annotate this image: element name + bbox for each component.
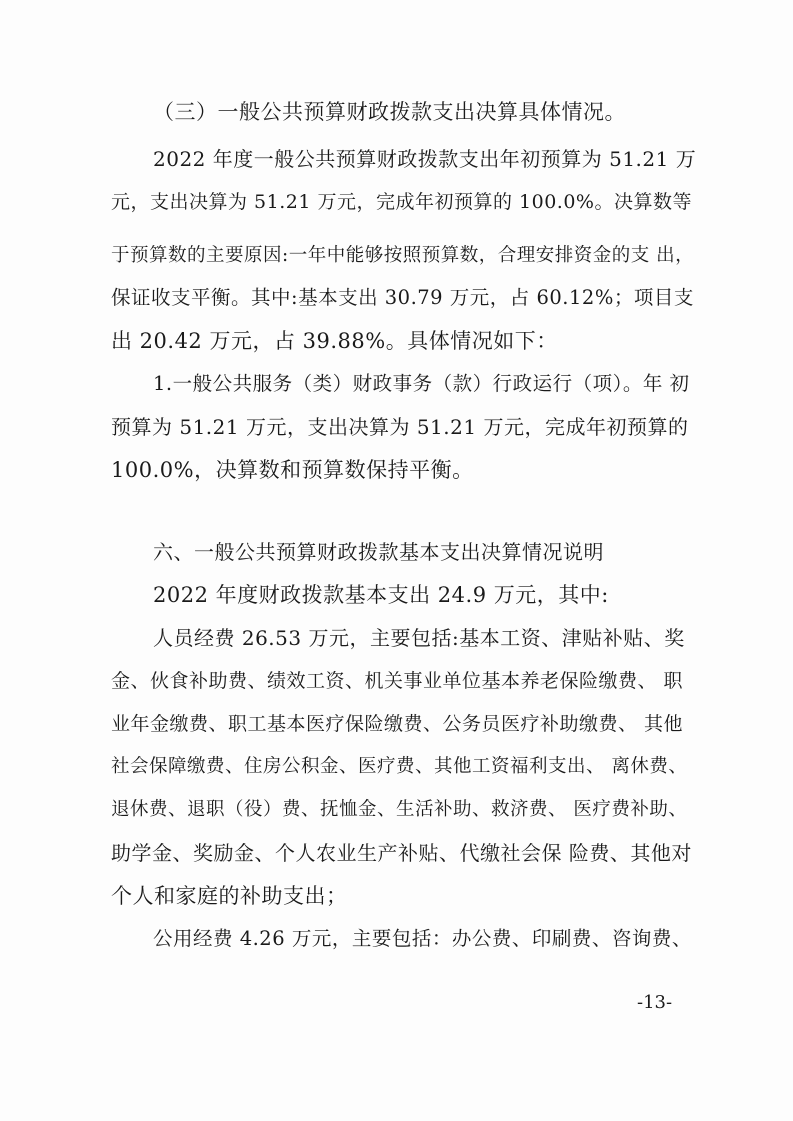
body-line: 出 20.42 万元，占 39.88%。具体情况如下：: [111, 329, 558, 353]
body-line: 于预算数的主要原因:一年中能够按照预算数，合理安排资金的支 出，: [111, 245, 695, 266]
item-line: 100.0%，决算数和预算数保持平衡。: [111, 458, 474, 482]
personnel-line: 人员经费 26.53 万元，主要包括:基本工资、津贴补贴、奖: [153, 626, 685, 650]
public-funds-line: 公用经费 4.26 万元，主要包括：办公费、印刷费、咨询费、: [153, 927, 692, 950]
personnel-line: 个人和家庭的补助支出；: [111, 884, 348, 908]
section-3-heading: （三）一般公共预算财政拨款支出决算具体情况。: [153, 100, 626, 124]
personnel-line: 助学金、奖励金、个人农业生产补贴、代缴社会保 险费、其他对: [111, 841, 692, 865]
personnel-line: 业年金缴费、职工基本医疗保险缴费、公务员医疗补助缴费、 其他: [111, 713, 684, 735]
personnel-line: 退休费、退职（役）费、抚恤金、生活补助、救济费、 医疗费补助、: [111, 799, 688, 820]
body-line: 保证收支平衡。其中:基本支出 30.79 万元，占 60.12%；项目支: [111, 286, 694, 309]
page-number: -13-: [637, 992, 673, 1013]
item-line: 预算为 51.21 万元，支出决算为 51.21 万元，完成年初预算的: [111, 415, 689, 439]
personnel-line: 金、伙食补助费、绩效工资、机关事业单位基本养老保险缴费、 职: [111, 670, 684, 692]
body-line: 2022 年度一般公共预算财政拨款支出年初预算为 51.21 万: [153, 147, 697, 171]
section-6-intro: 2022 年度财政拨款基本支出 24.9 万元，其中:: [153, 583, 609, 607]
item-line: 1.一般公共服务（类）财政事务（款）行政运行（项）。年 初: [153, 372, 690, 395]
section-6-heading: 六、一般公共预算财政拨款基本支出决算情况说明: [153, 540, 604, 564]
personnel-line: 社会保障缴费、住房公积金、医疗费、其他工资福利支出、 离休费、: [111, 756, 688, 777]
body-line: 元，支出决算为 51.21 万元，完成年初预算的 100.0%。决算数等: [111, 191, 692, 213]
